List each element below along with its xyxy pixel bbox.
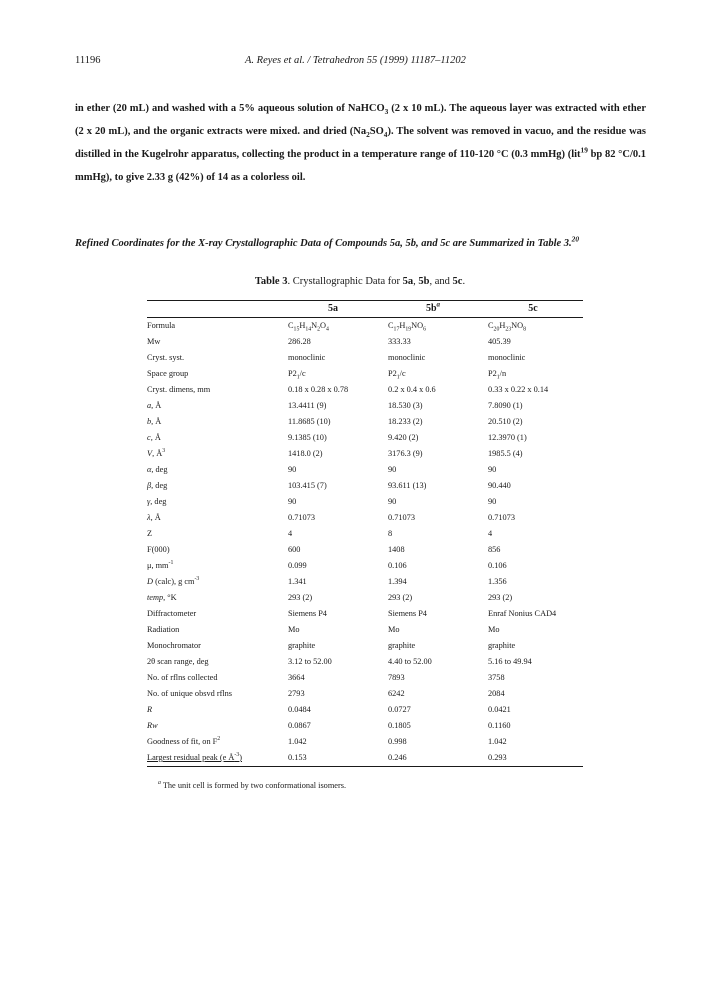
table-cell: 0.1160 bbox=[488, 721, 511, 730]
table-cell: 4 bbox=[288, 529, 293, 538]
row-label: α, deg bbox=[147, 465, 168, 474]
row-label: D (calc), g $cm^{-3}$ bbox=[147, 576, 200, 586]
table-row bbox=[147, 558, 583, 574]
table-row bbox=[147, 734, 583, 750]
table-cell: 0.153 bbox=[283, 750, 383, 767]
table-cell: 7.8090 (1) bbox=[488, 401, 523, 410]
table-cell: 4 bbox=[488, 529, 493, 538]
row-label: Space group bbox=[147, 369, 189, 378]
table-cell: 0.106 bbox=[488, 561, 507, 570]
table-row bbox=[147, 526, 583, 542]
table-cell: 1408 bbox=[388, 545, 405, 554]
table-cell: $P2_1/c$ bbox=[288, 369, 306, 381]
row-label: λ, Å bbox=[147, 513, 161, 522]
table-cell: Mo bbox=[488, 625, 500, 634]
table-cell: 3664 bbox=[288, 673, 305, 682]
table-cell: graphite bbox=[288, 641, 316, 650]
crystallographic-data-table bbox=[147, 300, 583, 767]
table-cell: 1418.0 (2) bbox=[288, 449, 323, 458]
row-label: μ, $mm^{-1}$ bbox=[147, 560, 174, 570]
table-cell: 600 bbox=[288, 545, 301, 554]
row-label: temp, °K bbox=[147, 593, 177, 602]
table-row bbox=[147, 334, 583, 350]
table-row bbox=[147, 382, 583, 398]
table-cell: 18.233 (2) bbox=[388, 417, 423, 426]
table-row bbox=[147, 350, 583, 366]
table-cell: 293 (2) bbox=[488, 593, 513, 602]
table-cell: 0.998 bbox=[388, 737, 407, 746]
row-label: Radiation bbox=[147, 625, 180, 634]
table-row bbox=[147, 718, 583, 734]
row-label: R bbox=[147, 705, 153, 714]
table-cell: 405.39 bbox=[488, 337, 511, 346]
table-row bbox=[147, 542, 583, 558]
table-cell: 0.0867 bbox=[288, 721, 311, 730]
row-label: γ, deg bbox=[147, 497, 167, 506]
table-row bbox=[147, 430, 583, 446]
footnote-mark: a bbox=[158, 780, 161, 787]
table-cell: 293 (2) bbox=[388, 593, 413, 602]
table-cell: 1.042 bbox=[488, 737, 507, 746]
table-cell: 856 bbox=[488, 545, 501, 554]
table-cell: 90 bbox=[388, 465, 397, 474]
table-footnote bbox=[158, 781, 346, 790]
table-cell: 293 (2) bbox=[288, 593, 313, 602]
table-cell: 0.106 bbox=[388, 561, 407, 570]
table-cell: 12.3970 (1) bbox=[488, 433, 527, 442]
table-row bbox=[147, 414, 583, 430]
table-cell: 5.16 to 49.94 bbox=[488, 657, 532, 666]
table-cell: 1.356 bbox=[488, 577, 507, 586]
table-row bbox=[147, 574, 583, 590]
table-cell: Siemens P4 bbox=[388, 609, 427, 618]
table-cell: 90.440 bbox=[488, 481, 511, 490]
table-cell: 333.33 bbox=[388, 337, 411, 346]
row-label: 2θ scan range, deg bbox=[147, 657, 209, 666]
table-row bbox=[147, 318, 583, 335]
table-cell: $P2_1/c$ bbox=[388, 369, 406, 381]
table-cell: 93.611 (13) bbox=[388, 481, 427, 490]
table-cell: 0.0421 bbox=[488, 705, 511, 714]
row-label: Z bbox=[147, 529, 153, 538]
table-row bbox=[147, 670, 583, 686]
row-label: c, Å bbox=[147, 433, 161, 442]
table-cell: 0.0727 bbox=[388, 705, 411, 714]
table-row bbox=[147, 590, 583, 606]
table-cell: monoclinic bbox=[388, 353, 426, 362]
running-head: A. Reyes et al. / Tetrahedron 55 (1999) 11187–11202 bbox=[245, 55, 466, 66]
table-row bbox=[147, 510, 583, 526]
table-cell: 0.71073 bbox=[488, 513, 515, 522]
table-cell: 0.71073 bbox=[288, 513, 315, 522]
table-caption: Table 3. Crystallographic Data for 5a, 5b, and 5c. bbox=[254, 276, 466, 287]
table-cell: graphite bbox=[388, 641, 416, 650]
table-cell: 0.2 x 0.4 x 0.6 bbox=[388, 385, 436, 394]
row-label: Monochromator bbox=[147, 641, 201, 650]
table-cell: 11.8685 (10) bbox=[288, 417, 331, 426]
row-label: Formula bbox=[147, 321, 176, 330]
row-label: a, Å bbox=[147, 401, 162, 410]
table-cell: 4.40 to 52.00 bbox=[388, 657, 432, 666]
table-cell: 0.71073 bbox=[388, 513, 415, 522]
section-heading: Refined Coordinates for the X-ray Crystallographic Data of Compounds 5a, 5b, and 5c are Summarized in Table 3.20 bbox=[75, 234, 579, 249]
row-label: Goodness of fit, on $F^2$ bbox=[147, 736, 221, 746]
footnote-text: The unit cell is formed by two conformational isomers. bbox=[162, 781, 347, 790]
table-row bbox=[147, 398, 583, 414]
table-row bbox=[147, 446, 583, 462]
column-header-blank bbox=[147, 301, 283, 318]
table-cell: 0.0484 bbox=[288, 705, 311, 714]
table-cell: 286.28 bbox=[288, 337, 311, 346]
row-label: Cryst. syst. bbox=[147, 353, 185, 362]
table-row bbox=[147, 494, 583, 510]
table-row bbox=[147, 478, 583, 494]
table-cell: Enraf Nonius CAD4 bbox=[488, 609, 557, 618]
table-cell: 1985.5 (4) bbox=[488, 449, 523, 458]
table-cell: 90 bbox=[488, 497, 497, 506]
row-label: Rw bbox=[147, 721, 158, 730]
table-cell: 0.33 x 0.22 x 0.14 bbox=[488, 385, 549, 394]
table-cell: 0.246 bbox=[383, 750, 483, 767]
table-cell: 13.4411 (9) bbox=[288, 401, 327, 410]
table-row bbox=[147, 462, 583, 478]
table-header-row bbox=[147, 301, 583, 318]
table-cell: $C_{20}H_{23}NO_8$ bbox=[488, 321, 527, 333]
table-cell: 2793 bbox=[288, 689, 305, 698]
table-cell: 2084 bbox=[488, 689, 505, 698]
table-cell: $P2_1/n$ bbox=[488, 369, 507, 381]
table-cell: Mo bbox=[288, 625, 300, 634]
row-label: Diffractometer bbox=[147, 609, 197, 618]
table-cell: 3758 bbox=[488, 673, 505, 682]
table-cell: 90 bbox=[388, 497, 397, 506]
table-cell: 3176.3 (9) bbox=[388, 449, 423, 458]
row-label: No. of unique obsvd rflns bbox=[147, 689, 233, 698]
row-label: Largest residual peak (e $Å^{-3}$) bbox=[147, 750, 283, 767]
row-label: β, deg bbox=[147, 481, 168, 490]
table-row bbox=[147, 686, 583, 702]
row-label: V, $Å^3$ bbox=[147, 448, 166, 458]
table-cell: monoclinic bbox=[288, 353, 326, 362]
table-cell: 3.12 to 52.00 bbox=[288, 657, 332, 666]
table-cell: 20.510 (2) bbox=[488, 417, 523, 426]
table-cell: 7893 bbox=[388, 673, 405, 682]
table-cell: 9.420 (2) bbox=[388, 433, 419, 442]
row-label: Mw bbox=[147, 337, 161, 346]
table-body bbox=[147, 318, 583, 767]
table-row bbox=[147, 654, 583, 670]
page-number: 11196 bbox=[75, 55, 101, 66]
table-cell: Mo bbox=[388, 625, 400, 634]
table-row bbox=[147, 702, 583, 718]
table-cell: 90 bbox=[288, 465, 297, 474]
row-label: No. of rflns collected bbox=[147, 673, 218, 682]
table-cell: graphite bbox=[488, 641, 516, 650]
table-cell: 103.415 (7) bbox=[288, 481, 327, 490]
table-row bbox=[147, 366, 583, 382]
table-cell: 0.1805 bbox=[388, 721, 411, 730]
table-row bbox=[147, 606, 583, 622]
table-cell: 6242 bbox=[388, 689, 405, 698]
table-cell: 0.293 bbox=[483, 750, 583, 767]
table-cell: 8 bbox=[388, 529, 393, 538]
table-cell: Siemens P4 bbox=[288, 609, 327, 618]
table-cell: 0.18 x 0.28 x 0.78 bbox=[288, 385, 349, 394]
table-cell: $C_{15}H_{14}N_2O_4$ bbox=[288, 321, 329, 333]
table-cell: 1.394 bbox=[388, 577, 407, 586]
row-label: Cryst. dimens, mm bbox=[147, 385, 211, 394]
column-header-5b: $5b^a$ bbox=[383, 301, 483, 318]
table-cell: 1.341 bbox=[288, 577, 307, 586]
table-row bbox=[147, 622, 583, 638]
table-cell: 0.099 bbox=[288, 561, 307, 570]
table-cell: 90 bbox=[288, 497, 297, 506]
row-label: b, Å bbox=[147, 417, 162, 426]
column-header-5c: 5c bbox=[483, 301, 583, 318]
column-header-5a: 5a bbox=[283, 301, 383, 318]
table-cell: 9.1385 (10) bbox=[288, 433, 327, 442]
body-paragraph: in ether (20 mL) and washed with a 5% aqueous solution of NaHCO$_3$ (2 x 10 mL). The aqueous layer was extracted with ether (2 x 20 mL), and the organic extracts were mixed. and dried $(Na_2SO_4)$. The solvent was removed in vacuo, and the residue was distilled in the Kugelrohr apparatus, collecting the product in a temperature range of 110-120 °C (0.3 mmHg) (lit$^{19}$ bp 82 °C/0.1 mmHg), to give 2.33 g (42%) of 14 as a colorless oil. bbox=[75, 103, 647, 183]
table-cell: monoclinic bbox=[488, 353, 526, 362]
row-label: F(000) bbox=[147, 545, 170, 554]
table-cell: $C_{17}H_{19}NO_6$ bbox=[388, 321, 427, 333]
table-cell: 18.530 (3) bbox=[388, 401, 423, 410]
table-row bbox=[147, 638, 583, 654]
table-row bbox=[147, 750, 583, 767]
table-cell: 1.042 bbox=[288, 737, 307, 746]
table-cell: 90 bbox=[488, 465, 497, 474]
